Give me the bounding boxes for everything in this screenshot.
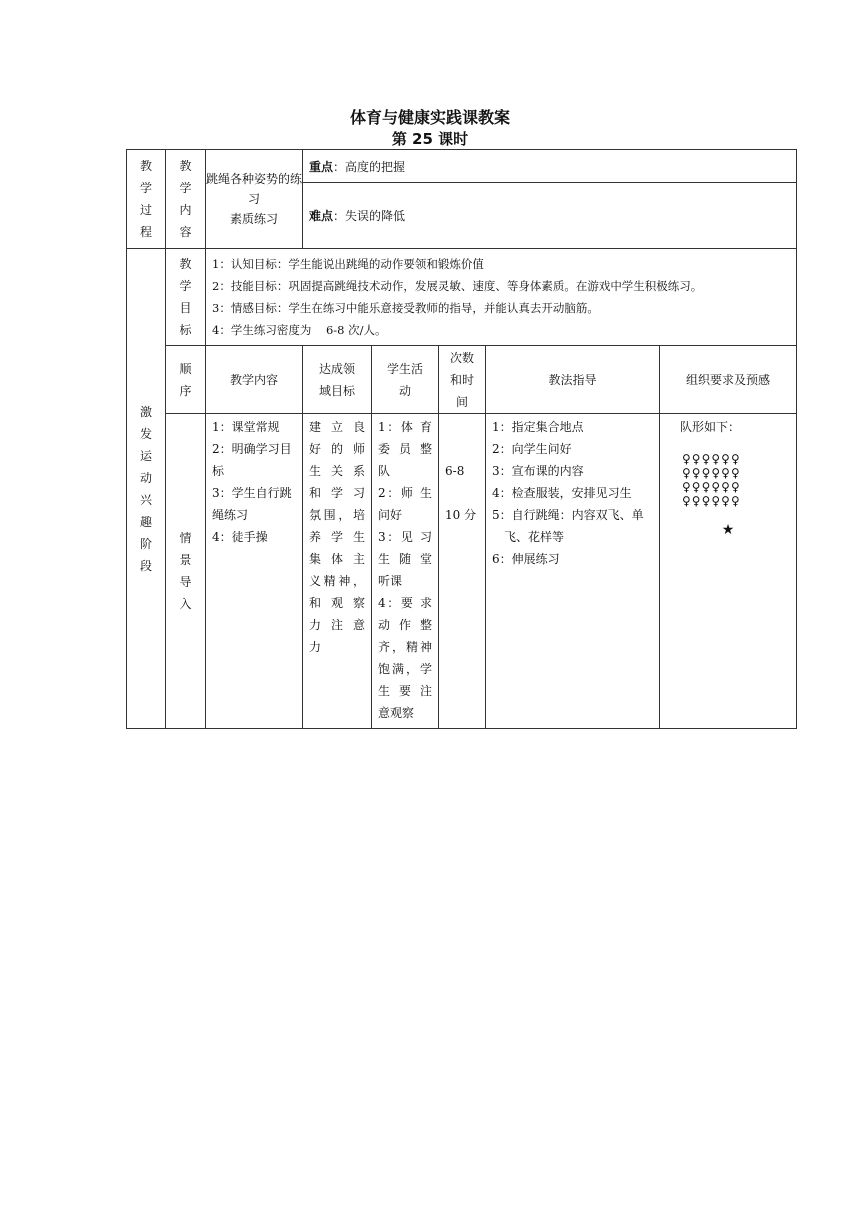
student-formation: ♀♀♀♀♀♀ ♀♀♀♀♀♀ ♀♀♀♀♀♀ ♀♀♀♀♀♀ xyxy=(682,452,741,508)
organization xyxy=(660,414,797,729)
column-organization: 组织要求及预感 xyxy=(660,346,797,414)
teaching-content-text: 跳绳各种姿势的练 习 素质练习 xyxy=(206,150,303,249)
teaching-method: 1：指定集合地点 2：向学生问好 3：宣布课的内容 4：检查服装，安排见习生 5：自行跳绳：内容双飞、单 飞、花样等 6：伸展练习 xyxy=(486,414,660,729)
key-point: 重点：高度的把握 xyxy=(303,150,797,183)
teaching-goals-label: 教 学 目 标 xyxy=(166,249,206,346)
teaching-goals xyxy=(206,249,797,346)
stage-label: 激 发 运 动 兴 趣 阶 段 xyxy=(127,249,166,729)
document-title: 体育与健康实践课教案 xyxy=(349,108,510,127)
lesson-content: 1：课堂常规 2：明确学习目 标 3：学生自行跳 绳练习 4：徒手操 xyxy=(206,414,303,729)
column-order: 顺 序 xyxy=(166,346,206,414)
practice-time: 10 分 xyxy=(445,508,477,522)
goal-item: 2：技能目标：巩固提高跳绳技术动作，发展灵敏、速度、等身体素质。在游戏中学生积极练习。 xyxy=(212,279,703,293)
teaching-process-label: 教 学 过 程 xyxy=(127,150,166,249)
goal-item: 3：情感目标：学生在练习中能乐意接受教师的指导，并能认真去开动脑筋。 xyxy=(212,301,599,315)
count-time xyxy=(439,414,486,729)
column-student-activity: 学生活 动 xyxy=(372,346,439,414)
column-count-time: 次数 和时 间 xyxy=(439,346,486,414)
teaching-content-label: 教 学 内 容 xyxy=(166,150,206,249)
difficulty-point: 难点：失误的降低 xyxy=(303,183,797,249)
goal-item: 4：学生练习密度为 6-8 次/人。 xyxy=(212,323,387,337)
column-method: 教法指导 xyxy=(486,346,660,414)
lesson-plan-table xyxy=(126,149,797,729)
goal-item: 1：认知目标：学生能说出跳绳的动作要领和锻炼价值 xyxy=(212,257,484,271)
student-activity: 1：体 育 委 员 整 队 2：师 生 问好 3：见 习 生 随 堂 听课 4：要 求 动 作 整 齐，精神 饱满，学 生 要 注 意观察 xyxy=(372,414,439,729)
teacher-star-icon: ★ xyxy=(721,522,735,538)
lesson-number: 第 25 课时 xyxy=(391,130,469,148)
column-content: 教学内容 xyxy=(206,346,303,414)
formation-label: 队形如下： xyxy=(680,420,741,434)
column-domain-goal: 达成领 域目标 xyxy=(303,346,372,414)
order-label: 情 景 导 入 xyxy=(166,414,206,729)
practice-count: 6-8 xyxy=(445,464,465,478)
domain-goal: 建 立 良 好 的 师 生 关 系 和 学 习 氛围，培 养 学 生 集 体 主 义精神， 和 观 察 力 注 意 力 xyxy=(303,414,372,729)
